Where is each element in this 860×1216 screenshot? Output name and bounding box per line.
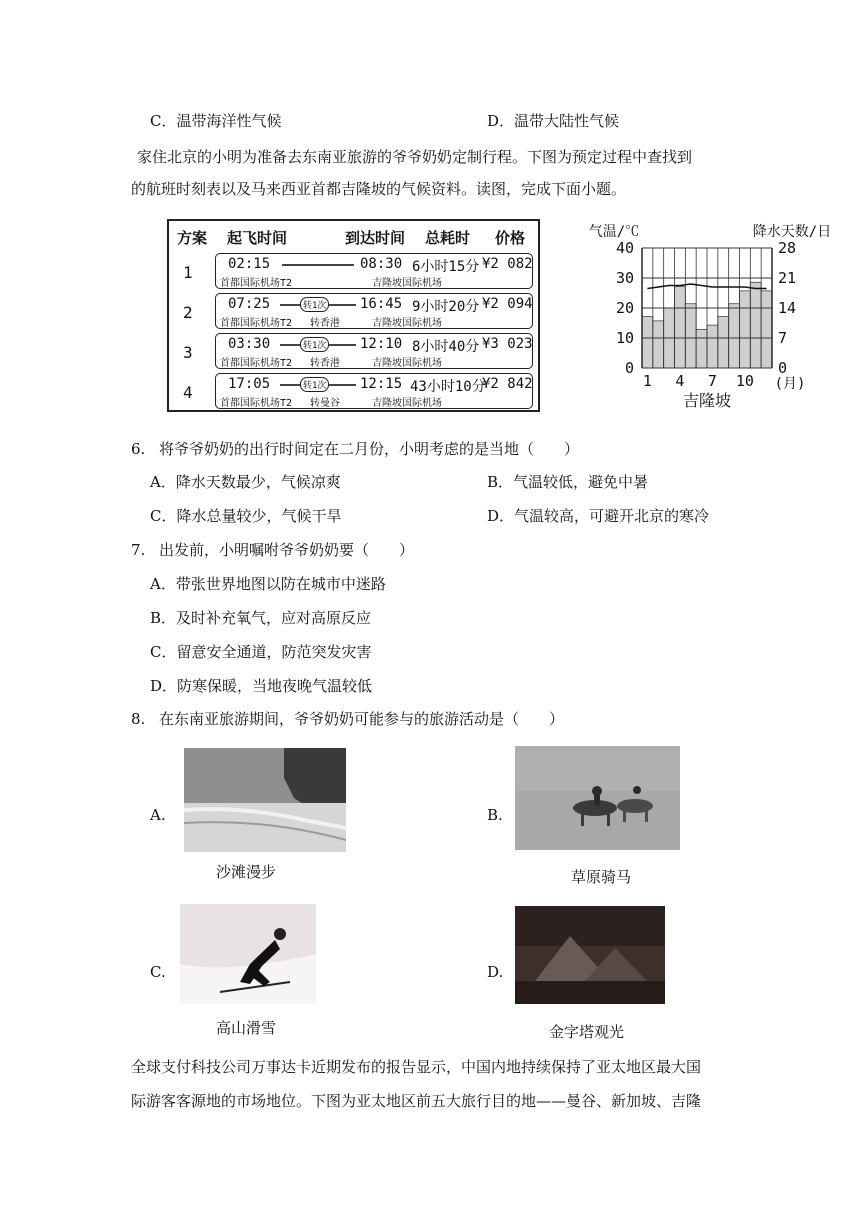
to-airport: 吉隆坡国际机场	[372, 358, 442, 369]
q8-option-d: D.	[487, 963, 504, 981]
total-duration: 9小时20分	[412, 299, 480, 315]
outro-line-2: 际游客客源地的市场地位。下图为亚太地区前五大旅行目的地——曼谷、新加坡、吉隆	[131, 1092, 702, 1110]
arrive-time: 12:15	[360, 376, 403, 392]
flight-box	[215, 333, 533, 369]
plan-number: 1	[183, 263, 193, 282]
q6-option-b: B．气温较低，避免中暑	[487, 473, 649, 491]
to-airport: 吉隆坡国际机场	[372, 318, 442, 329]
rain-day-bar	[740, 291, 751, 368]
rain-day-bar	[653, 321, 664, 368]
via-city: 转香港	[310, 358, 340, 369]
y-left-tick-label: 20	[615, 299, 634, 317]
rain-day-bar	[696, 329, 707, 368]
depart-time: 17:05	[228, 376, 271, 392]
arrive-time: 16:45	[360, 296, 403, 312]
via-city: 转香港	[310, 318, 340, 329]
arrive-time: 08:30	[360, 256, 403, 272]
rain-day-bar	[750, 282, 761, 368]
x-tick-label: 7	[707, 372, 717, 390]
y-right-tick-label: 28	[778, 239, 797, 257]
to-airport: 吉隆坡国际机场	[372, 398, 442, 409]
x-axis-label: (月)	[774, 376, 806, 392]
y-left-tick-label: 0	[624, 359, 634, 377]
rain-day-bar	[707, 325, 718, 368]
q6-option-d: D．气温较高，可避开北京的寒冷	[487, 507, 710, 525]
caption-grassland-riding: 草原骑马	[571, 868, 632, 886]
y-left-tick-label: 10	[615, 329, 634, 347]
q7-option-a: A．带张世界地图以防在城市中迷路	[150, 575, 386, 593]
q8-option-b: B.	[487, 806, 503, 824]
table-row	[169, 333, 538, 373]
rain-day-bar	[718, 317, 729, 368]
caption-beach-walk: 沙滩漫步	[216, 863, 277, 881]
header-price: 价格	[495, 229, 526, 247]
total-duration: 43小时10分	[410, 379, 486, 395]
depart-time: 03:30	[228, 336, 271, 352]
question-number: 7.	[131, 541, 146, 559]
pyramid-photo	[515, 906, 665, 1004]
arrive-time: 12:10	[360, 336, 403, 352]
beach-photo	[184, 748, 346, 852]
transit-badge: 转1次	[300, 337, 329, 352]
flight-box	[215, 373, 533, 409]
plan-number: 4	[183, 383, 193, 402]
question-7	[131, 540, 414, 560]
question-stem: 在东南亚旅游期间，爷爷奶奶可能参与的旅游活动是（ ）	[159, 710, 565, 728]
y-right-tick-label: 21	[778, 269, 797, 287]
table-row	[169, 253, 538, 293]
total-duration: 6小时15分	[412, 259, 480, 275]
transit-badge: 转1次	[300, 297, 329, 312]
depart-time: 02:15	[228, 256, 271, 272]
question-number: 8.	[131, 710, 146, 728]
depart-time: 07:25	[228, 296, 271, 312]
chart-title: 吉隆坡	[682, 391, 732, 410]
rain-day-bar	[642, 317, 653, 368]
y-right-axis-label: 降水天数/日	[752, 224, 832, 240]
rain-day-bar	[729, 304, 740, 368]
from-airport: 首都国际机场T2	[220, 278, 293, 289]
question-stem: 将爷爷奶奶的出行时间定在二月份，小明考虑的是当地（ ）	[159, 440, 580, 458]
q7-option-d: D．防寒保暖，当地夜晚气温较低	[150, 677, 373, 695]
alpine-skiing-photo	[180, 904, 316, 1004]
y-right-tick-label: 0	[778, 359, 788, 377]
x-tick-label: 10	[735, 372, 754, 390]
caption-alpine-skiing: 高山滑雪	[216, 1019, 277, 1037]
total-duration: 8小时40分	[412, 339, 480, 355]
rain-day-bar	[685, 304, 696, 368]
via-city: 转曼谷	[310, 398, 340, 409]
header-duration: 总耗时	[425, 229, 471, 247]
x-tick-label: 4	[675, 372, 685, 390]
from-airport: 首都国际机场T2	[220, 398, 293, 409]
q8-option-a: A.	[150, 806, 166, 824]
x-tick-label: 1	[642, 372, 652, 390]
price: ¥2 094	[482, 296, 533, 312]
intro-line-1: 家住北京的小明为准备去东南亚旅游的爷爷奶奶定制行程。下图为预定过程中查找到	[137, 148, 693, 166]
plan-number: 3	[183, 343, 193, 362]
y-right-tick-label: 7	[778, 329, 788, 347]
option-c: C．温带海洋性气候	[150, 112, 282, 130]
q6-option-a: A．降水天数最少，气候凉爽	[150, 473, 341, 491]
q8-option-c: C.	[150, 963, 166, 981]
from-airport: 首都国际机场T2	[220, 358, 293, 369]
route-line	[282, 264, 354, 266]
price: ¥2 842	[482, 376, 533, 392]
to-airport: 吉隆坡国际机场	[372, 278, 442, 289]
flight-schedule-table	[167, 219, 540, 412]
table-row	[169, 293, 538, 333]
q6-option-c: C．降水总量较少，气候干旱	[150, 507, 342, 525]
question-number: 6.	[131, 440, 146, 458]
grassland-horse-riding-photo	[515, 746, 680, 850]
flight-box	[215, 253, 533, 289]
table-row	[169, 373, 538, 413]
y-left-tick-label: 30	[615, 269, 634, 287]
price: ¥2 082	[482, 256, 533, 272]
y-right-tick-label: 14	[778, 299, 797, 317]
caption-pyramid-tour: 金字塔观光	[549, 1023, 625, 1041]
transit-badge: 转1次	[300, 377, 329, 392]
rain-day-bar	[675, 287, 686, 368]
question-6	[131, 439, 579, 459]
price: ¥3 023	[482, 336, 533, 352]
q7-option-b: B．及时补充氧气，应对高原反应	[150, 609, 372, 627]
climate-chart	[580, 220, 845, 415]
header-arrive: 到达时间	[345, 229, 406, 247]
climate-chart-svg	[580, 220, 845, 415]
option-d: D．温带大陆性气候	[487, 112, 620, 130]
question-8	[131, 709, 564, 729]
outro-line-1: 全球支付科技公司万事达卡近期发布的报告显示，中国内地持续保持了亚太地区最大国	[131, 1058, 702, 1076]
intro-line-2: 的航班时刻表以及马来西亚首都吉隆坡的气候资料。读图，完成下面小题。	[131, 180, 627, 198]
from-airport: 首都国际机场T2	[220, 318, 293, 329]
flight-box	[215, 293, 533, 329]
y-left-axis-label: 气温/℃	[588, 224, 640, 240]
y-left-tick-label: 40	[615, 239, 634, 257]
plan-number: 2	[183, 303, 193, 322]
header-depart: 起飞时间	[227, 229, 288, 247]
q7-option-c: C．留意安全通道，防范突发灾害	[150, 643, 372, 661]
question-stem: 出发前，小明嘱咐爷爷奶奶要（ ）	[159, 541, 415, 559]
header-plan: 方案	[177, 229, 208, 247]
rain-day-bar	[761, 291, 772, 368]
